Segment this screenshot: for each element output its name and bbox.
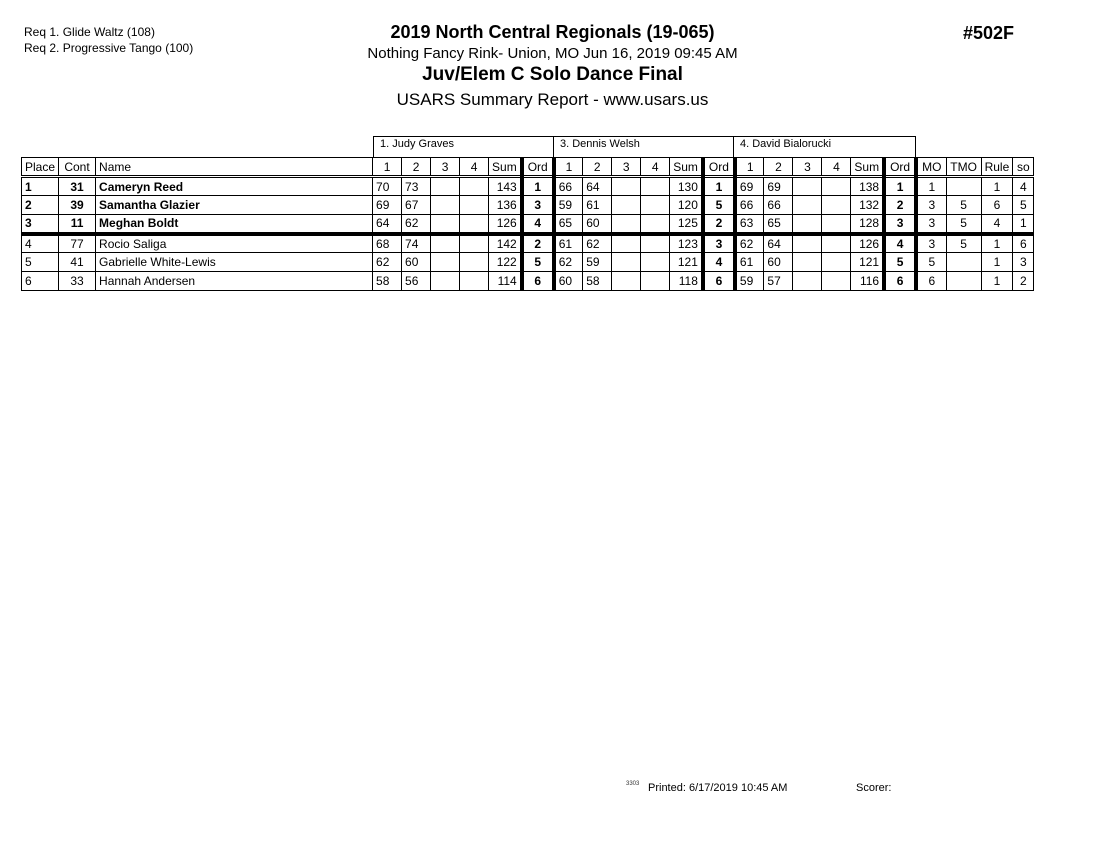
score-1-cell: 69 (373, 196, 402, 215)
name-cell: Samantha Glazier (96, 196, 373, 215)
score-3-cell (431, 272, 460, 291)
score-2-cell: 58 (583, 272, 612, 291)
ordinal-cell: 3 (884, 215, 916, 234)
col-j3-1: 1 (554, 158, 583, 177)
tmo-cell (946, 272, 981, 291)
col-j3-sum: Sum (670, 158, 703, 177)
score-1-cell: 69 (735, 177, 764, 196)
tmo-cell: 5 (946, 196, 981, 215)
score-4-cell (460, 253, 489, 272)
mo-cell: 6 (916, 272, 946, 291)
results-table (21, 157, 1034, 291)
sum-cell: 136 (489, 196, 522, 215)
name-cell: Cameryn Reed (96, 177, 373, 196)
score-1-cell: 59 (735, 272, 764, 291)
rule-cell: 6 (981, 196, 1013, 215)
tmo-cell (946, 177, 981, 196)
score-4-cell (822, 215, 851, 234)
table-row (22, 253, 1034, 272)
tmo-cell (946, 253, 981, 272)
score-1-cell: 62 (373, 253, 402, 272)
place-cell: 2 (22, 196, 59, 215)
requirement-2: Req 2. Progressive Tango (100) (24, 41, 194, 55)
table-row (22, 196, 1034, 215)
cont-cell: 33 (59, 272, 96, 291)
col-tmo: TMO (946, 158, 981, 177)
table-row (22, 177, 1034, 196)
ordinal-cell: 6 (884, 272, 916, 291)
rule-cell: 1 (981, 253, 1013, 272)
score-4-cell (460, 196, 489, 215)
judge-header-4: 4. David Bialorucki (733, 136, 916, 157)
sum-cell: 120 (670, 196, 703, 215)
so-cell: 1 (1013, 215, 1034, 234)
ordinal-cell: 4 (522, 215, 554, 234)
rule-cell: 1 (981, 272, 1013, 291)
requirement-1: Req 1. Glide Waltz (108) (24, 25, 155, 39)
name-cell: Hannah Andersen (96, 272, 373, 291)
ordinal-cell: 1 (884, 177, 916, 196)
score-2-cell: 73 (402, 177, 431, 196)
col-j3-ord: Ord (703, 158, 735, 177)
col-rule: Rule (981, 158, 1013, 177)
score-3-cell (793, 196, 822, 215)
score-4-cell (822, 234, 851, 253)
printed-timestamp: Printed: 6/17/2019 10:45 AM (648, 782, 788, 794)
table-row (22, 215, 1034, 234)
score-1-cell: 62 (554, 253, 583, 272)
ordinal-cell: 3 (522, 196, 554, 215)
col-j4-3: 3 (793, 158, 822, 177)
tmo-cell: 5 (946, 234, 981, 253)
event-number: #502F (963, 23, 1015, 43)
cont-cell: 39 (59, 196, 96, 215)
ordinal-cell: 1 (522, 177, 554, 196)
sum-cell: 142 (489, 234, 522, 253)
col-j3-4: 4 (641, 158, 670, 177)
score-4-cell (822, 272, 851, 291)
score-2-cell: 67 (402, 196, 431, 215)
score-2-cell: 60 (764, 253, 793, 272)
col-j1-1: 1 (373, 158, 402, 177)
score-2-cell: 57 (764, 272, 793, 291)
mo-cell: 1 (916, 177, 946, 196)
place-cell: 3 (22, 215, 59, 234)
score-1-cell: 62 (735, 234, 764, 253)
so-cell: 5 (1013, 196, 1034, 215)
score-4-cell (822, 253, 851, 272)
score-3-cell (431, 234, 460, 253)
cont-cell: 41 (59, 253, 96, 272)
sum-cell: 122 (489, 253, 522, 272)
col-j1-4: 4 (460, 158, 489, 177)
score-2-cell: 64 (764, 234, 793, 253)
place-cell: 1 (22, 177, 59, 196)
score-3-cell (612, 234, 641, 253)
col-j4-sum: Sum (851, 158, 884, 177)
score-4-cell (460, 234, 489, 253)
score-2-cell: 61 (583, 196, 612, 215)
score-1-cell: 60 (554, 272, 583, 291)
ordinal-cell: 4 (884, 234, 916, 253)
score-2-cell: 59 (583, 253, 612, 272)
header-row (22, 158, 1034, 177)
sum-cell: 125 (670, 215, 703, 234)
score-2-cell: 62 (583, 234, 612, 253)
place-cell: 6 (22, 272, 59, 291)
sum-cell: 130 (670, 177, 703, 196)
ordinal-cell: 5 (884, 253, 916, 272)
score-3-cell (431, 253, 460, 272)
tmo-cell: 5 (946, 215, 981, 234)
score-1-cell: 61 (554, 234, 583, 253)
sum-cell: 116 (851, 272, 884, 291)
score-3-cell (793, 253, 822, 272)
footer-code: 3303 (626, 781, 640, 787)
score-1-cell: 61 (735, 253, 764, 272)
so-cell: 4 (1013, 177, 1034, 196)
score-3-cell (612, 253, 641, 272)
col-j4-ord: Ord (884, 158, 916, 177)
score-2-cell: 60 (583, 215, 612, 234)
score-1-cell: 66 (735, 196, 764, 215)
score-1-cell: 63 (735, 215, 764, 234)
sum-cell: 114 (489, 272, 522, 291)
judge-header-1: 1. Judy Graves (373, 136, 554, 157)
col-j4-2: 2 (764, 158, 793, 177)
place-cell: 4 (22, 234, 59, 253)
score-1-cell: 70 (373, 177, 402, 196)
score-3-cell (793, 272, 822, 291)
score-2-cell: 65 (764, 215, 793, 234)
so-cell: 2 (1013, 272, 1034, 291)
cont-cell: 31 (59, 177, 96, 196)
score-4-cell (822, 177, 851, 196)
name-cell: Gabrielle White-Lewis (96, 253, 373, 272)
competition-title: 2019 North Central Regionals (19-065) (390, 22, 715, 42)
sum-cell: 118 (670, 272, 703, 291)
ordinal-cell: 5 (703, 196, 735, 215)
mo-cell: 3 (916, 196, 946, 215)
score-4-cell (641, 272, 670, 291)
score-1-cell: 59 (554, 196, 583, 215)
sum-cell: 121 (670, 253, 703, 272)
cont-cell: 11 (59, 215, 96, 234)
score-3-cell (431, 196, 460, 215)
score-1-cell: 58 (373, 272, 402, 291)
table-row (22, 234, 1034, 253)
rule-cell: 4 (981, 215, 1013, 234)
ordinal-cell: 2 (884, 196, 916, 215)
sum-cell: 126 (489, 215, 522, 234)
col-cont: Cont (59, 158, 96, 177)
mo-cell: 3 (916, 215, 946, 234)
score-4-cell (641, 234, 670, 253)
score-3-cell (612, 272, 641, 291)
score-3-cell (431, 215, 460, 234)
mo-cell: 5 (916, 253, 946, 272)
col-so: so (1013, 158, 1034, 177)
score-3-cell (612, 215, 641, 234)
ordinal-cell: 2 (703, 215, 735, 234)
score-2-cell: 62 (402, 215, 431, 234)
ordinal-cell: 6 (703, 272, 735, 291)
name-cell: Meghan Boldt (96, 215, 373, 234)
score-4-cell (641, 253, 670, 272)
event-name: Juv/Elem C Solo Dance Final (422, 64, 683, 85)
score-1-cell: 65 (554, 215, 583, 234)
sum-cell: 132 (851, 196, 884, 215)
score-1-cell: 66 (554, 177, 583, 196)
score-3-cell (612, 177, 641, 196)
ordinal-cell: 1 (703, 177, 735, 196)
report-title: USARS Summary Report - www.usars.us (396, 90, 709, 109)
score-4-cell (641, 215, 670, 234)
col-j4-1: 1 (735, 158, 764, 177)
place-cell: 5 (22, 253, 59, 272)
score-3-cell (431, 177, 460, 196)
score-3-cell (793, 177, 822, 196)
col-mo: MO (916, 158, 946, 177)
col-j3-3: 3 (612, 158, 641, 177)
judge-header-3: 3. Dennis Welsh (553, 136, 734, 157)
score-4-cell (460, 215, 489, 234)
score-2-cell: 69 (764, 177, 793, 196)
venue-date: Nothing Fancy Rink- Union, MO Jun 16, 2019 09:45 AM (367, 45, 738, 62)
col-name: Name (96, 158, 373, 177)
rule-cell: 1 (981, 177, 1013, 196)
name-cell: Rocio Saliga (96, 234, 373, 253)
sum-cell: 126 (851, 234, 884, 253)
col-j4-4: 4 (822, 158, 851, 177)
ordinal-cell: 4 (703, 253, 735, 272)
score-2-cell: 56 (402, 272, 431, 291)
score-3-cell (793, 234, 822, 253)
col-place: Place (22, 158, 59, 177)
score-2-cell: 66 (764, 196, 793, 215)
col-j1-3: 3 (431, 158, 460, 177)
score-1-cell: 64 (373, 215, 402, 234)
score-3-cell (612, 196, 641, 215)
so-cell: 6 (1013, 234, 1034, 253)
ordinal-cell: 3 (703, 234, 735, 253)
sum-cell: 123 (670, 234, 703, 253)
score-4-cell (460, 272, 489, 291)
so-cell: 3 (1013, 253, 1034, 272)
ordinal-cell: 2 (522, 234, 554, 253)
ordinal-cell: 6 (522, 272, 554, 291)
col-j3-2: 2 (583, 158, 612, 177)
score-4-cell (641, 177, 670, 196)
table-row (22, 272, 1034, 291)
col-j1-ord: Ord (522, 158, 554, 177)
score-3-cell (793, 215, 822, 234)
scorer-label: Scorer: (856, 782, 892, 794)
score-2-cell: 64 (583, 177, 612, 196)
cont-cell: 77 (59, 234, 96, 253)
score-4-cell (460, 177, 489, 196)
score-2-cell: 74 (402, 234, 431, 253)
sum-cell: 128 (851, 215, 884, 234)
score-1-cell: 68 (373, 234, 402, 253)
col-j1-2: 2 (402, 158, 431, 177)
mo-cell: 3 (916, 234, 946, 253)
sum-cell: 121 (851, 253, 884, 272)
rule-cell: 1 (981, 234, 1013, 253)
col-j1-sum: Sum (489, 158, 522, 177)
sum-cell: 143 (489, 177, 522, 196)
score-4-cell (641, 196, 670, 215)
ordinal-cell: 5 (522, 253, 554, 272)
score-2-cell: 60 (402, 253, 431, 272)
sum-cell: 138 (851, 177, 884, 196)
score-4-cell (822, 196, 851, 215)
